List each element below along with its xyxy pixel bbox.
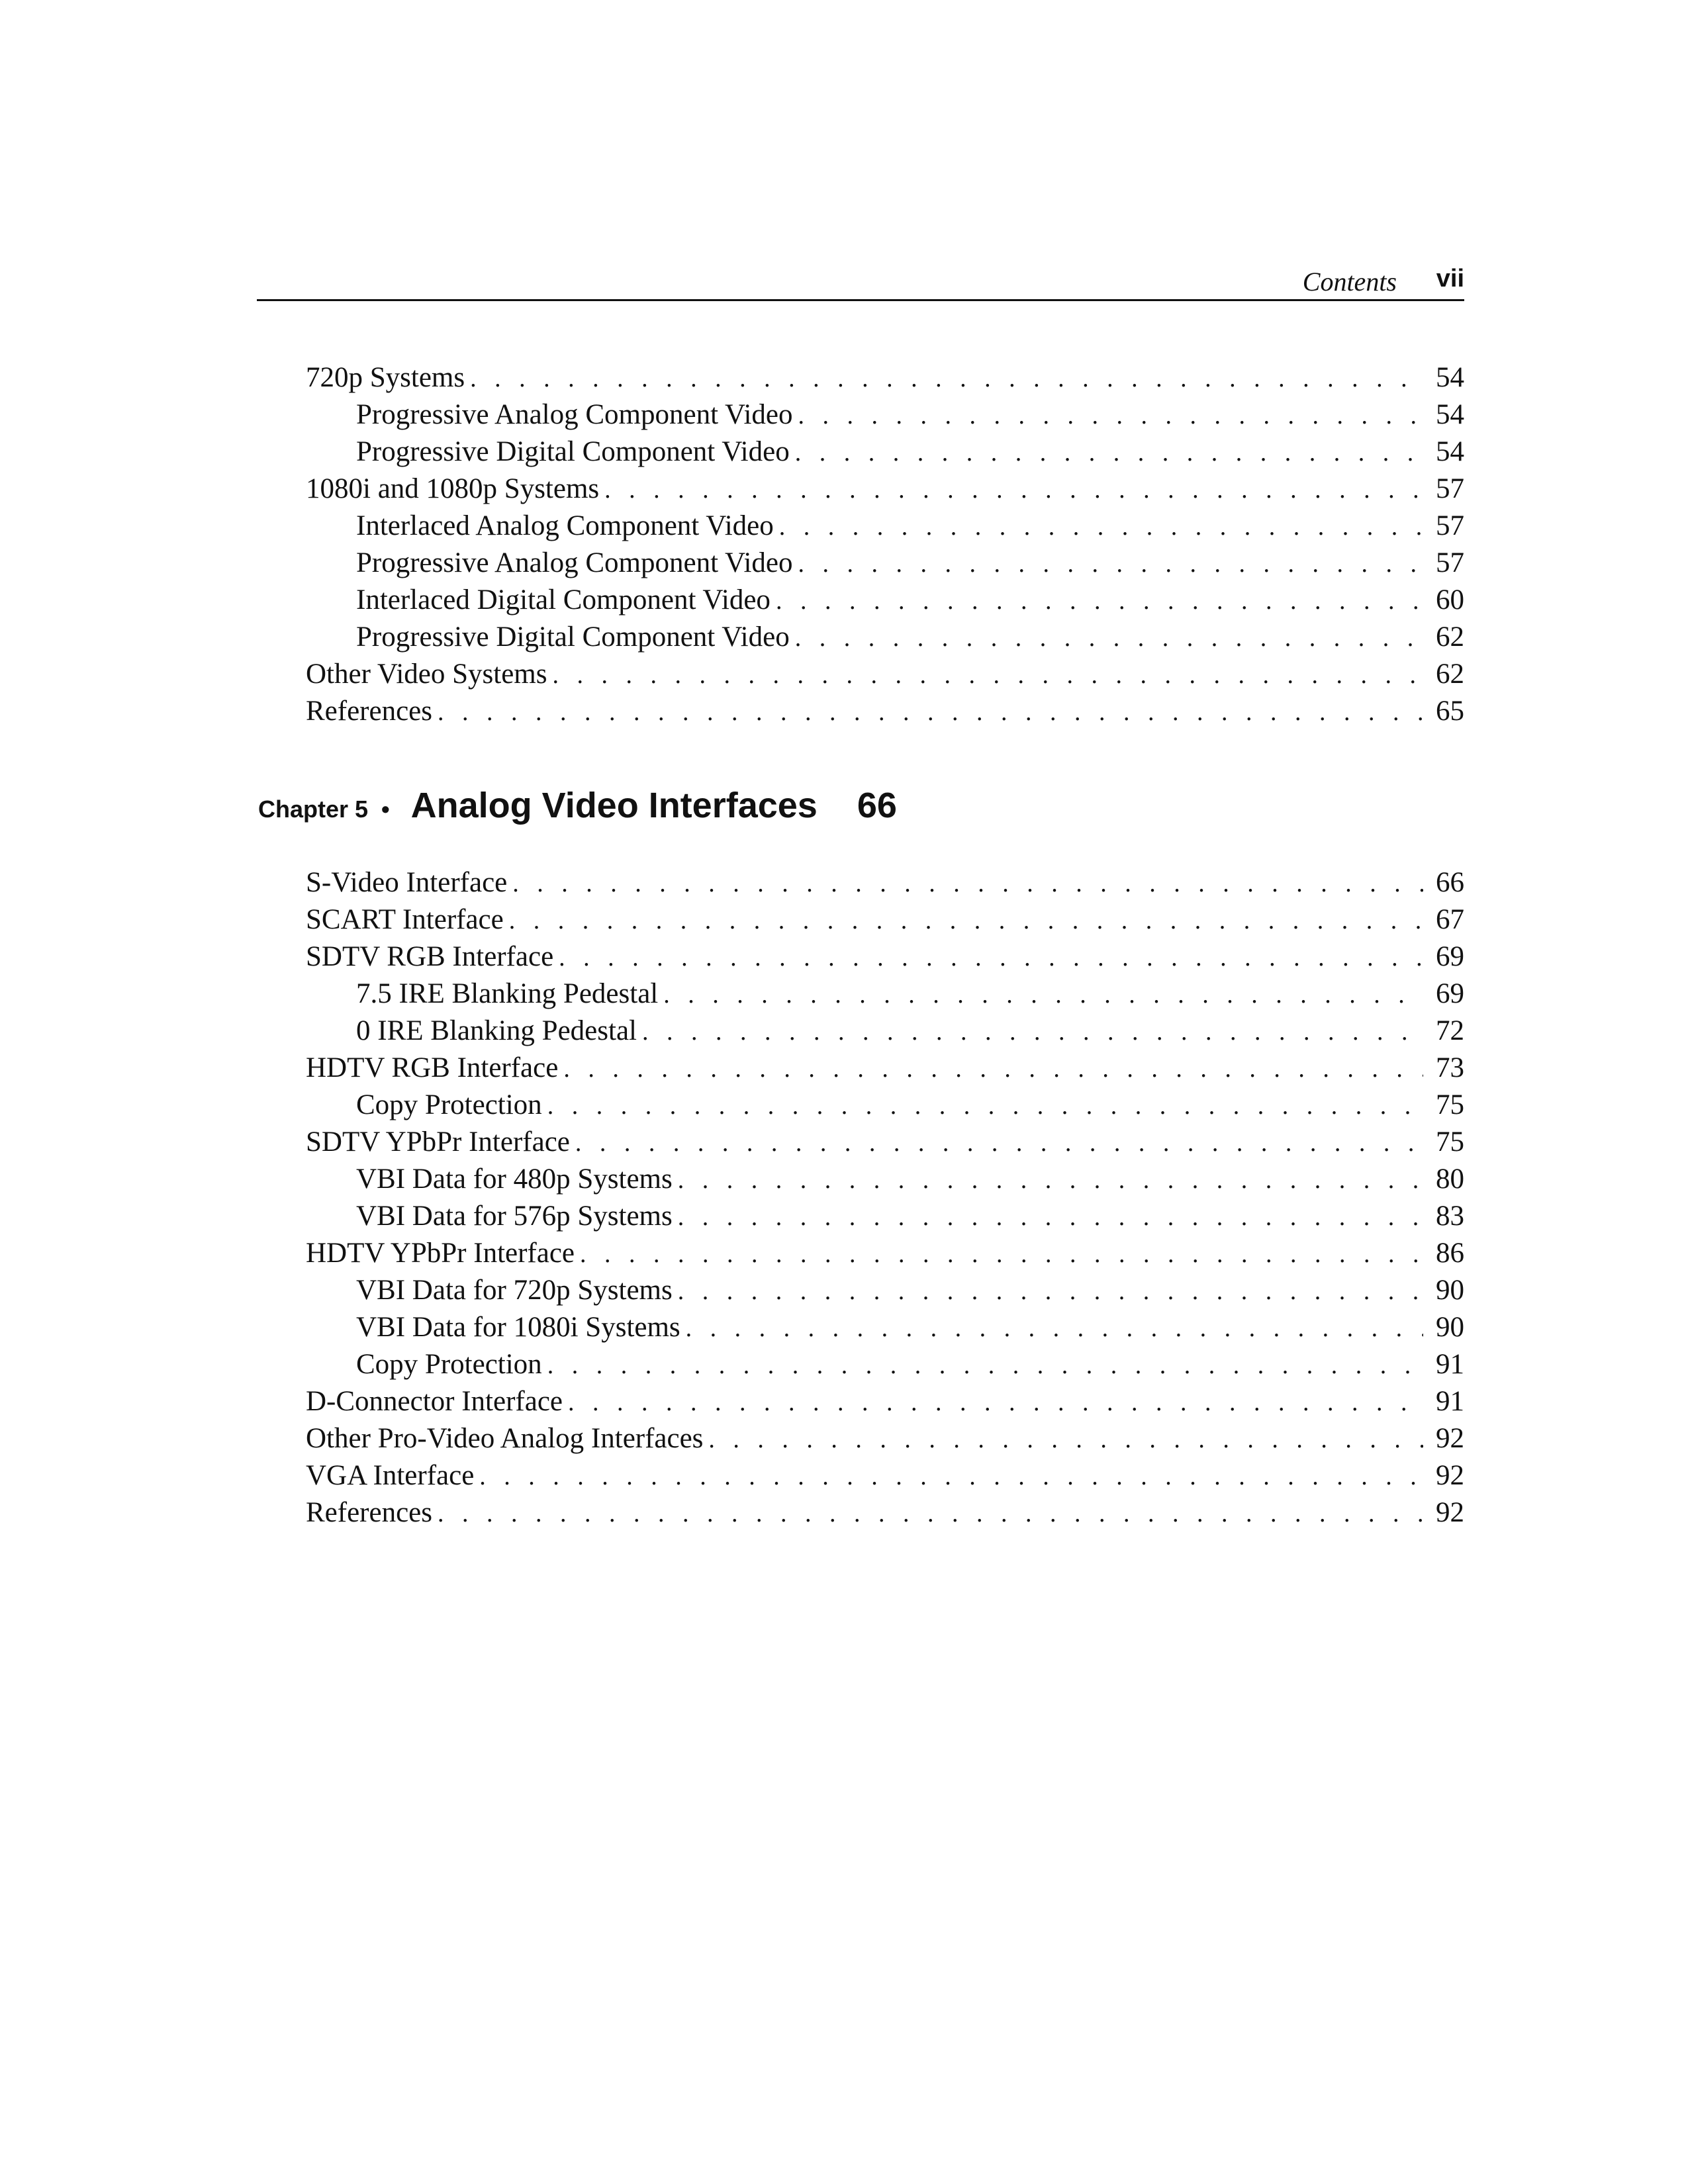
toc-entry[interactable] — [306, 1494, 1464, 1531]
toc-entry-title: HDTV RGB Interface — [306, 1052, 559, 1083]
chapter-title: Analog Video Interfaces — [410, 786, 818, 825]
toc-entry-page: 75 — [1436, 1089, 1464, 1120]
chapter-label: Chapter 5 — [258, 796, 369, 823]
toc-entry[interactable] — [306, 1161, 1464, 1198]
toc-entry[interactable] — [306, 1050, 1464, 1087]
dot-leader — [686, 1310, 1423, 1347]
toc-entry-title: References — [306, 696, 432, 727]
toc-entry[interactable] — [306, 508, 1464, 545]
dot-leader — [438, 1495, 1423, 1532]
toc-entry[interactable] — [306, 864, 1464, 901]
dot-leader — [470, 360, 1423, 397]
toc-entry[interactable] — [306, 1013, 1464, 1050]
toc-entry-title: Progressive Analog Component Video — [356, 547, 793, 578]
toc-entry[interactable] — [306, 1235, 1464, 1272]
dot-leader — [642, 1013, 1423, 1050]
toc-entry[interactable] — [306, 619, 1464, 656]
toc-entry-title: D-Connector Interface — [306, 1386, 563, 1417]
toc-entry[interactable] — [306, 976, 1464, 1013]
dot-leader — [663, 976, 1423, 1013]
toc-entry[interactable] — [306, 656, 1464, 693]
toc-entry-page: 91 — [1436, 1386, 1464, 1417]
running-title: Contents — [1302, 267, 1397, 296]
toc-entry[interactable] — [306, 901, 1464, 938]
toc-entry-page: 66 — [1436, 867, 1464, 898]
toc-entry-page: 54 — [1436, 436, 1464, 467]
dot-leader — [580, 1236, 1423, 1273]
toc-entry[interactable] — [306, 1383, 1464, 1420]
toc-entry-page: 92 — [1436, 1460, 1464, 1491]
toc-entry-title: VBI Data for 576p Systems — [356, 1201, 673, 1232]
toc-entry-title: Progressive Analog Component Video — [356, 399, 793, 430]
toc-entry[interactable] — [306, 1124, 1464, 1161]
chapter-heading — [258, 785, 897, 838]
toc-entry-title: 1080i and 1080p Systems — [306, 473, 600, 504]
toc-entry-page: 65 — [1436, 696, 1464, 727]
toc-entry-title: SDTV YPbPr Interface — [306, 1126, 570, 1158]
toc-entry[interactable] — [306, 582, 1464, 619]
toc-entry-page: 57 — [1436, 473, 1464, 504]
dot-leader — [795, 434, 1423, 471]
toc-entry-page: 92 — [1436, 1497, 1464, 1528]
dot-leader — [678, 1199, 1423, 1236]
toc-entry-title: Copy Protection — [356, 1349, 542, 1380]
toc-entry-page: 91 — [1436, 1349, 1464, 1380]
toc-entry-page: 69 — [1436, 941, 1464, 972]
toc-entry[interactable] — [306, 1272, 1464, 1309]
toc-entry-title: VBI Data for 720p Systems — [356, 1275, 673, 1306]
toc-entry[interactable] — [306, 433, 1464, 471]
toc-entry[interactable] — [306, 1309, 1464, 1346]
toc-entry-page: 62 — [1436, 621, 1464, 653]
toc-section-chapter-4-continued — [306, 359, 1464, 730]
dot-leader — [779, 508, 1423, 545]
dot-leader — [568, 1384, 1423, 1421]
page-number: vii — [1436, 265, 1464, 293]
dot-leader — [776, 582, 1423, 619]
toc-entry-page: 54 — [1436, 362, 1464, 393]
toc-entry[interactable] — [306, 471, 1464, 508]
page-header — [257, 259, 1464, 301]
dot-leader — [678, 1161, 1423, 1199]
dot-leader — [479, 1458, 1423, 1495]
toc-entry-page: 73 — [1436, 1052, 1464, 1083]
dot-leader — [604, 471, 1423, 508]
toc-entry[interactable] — [306, 545, 1464, 582]
toc-entry-page: 57 — [1436, 510, 1464, 541]
chapter-bullet: • — [381, 796, 390, 823]
dot-leader — [678, 1273, 1423, 1310]
toc-entry-title: HDTV YPbPr Interface — [306, 1238, 575, 1269]
toc-entry[interactable] — [306, 693, 1464, 730]
dot-leader — [795, 619, 1423, 657]
toc-entry-title: Copy Protection — [356, 1089, 542, 1120]
toc-entry[interactable] — [306, 1420, 1464, 1457]
dot-leader — [547, 1087, 1423, 1124]
toc-entry-page: 90 — [1436, 1312, 1464, 1343]
toc-entry-page: 62 — [1436, 659, 1464, 690]
dot-leader — [553, 657, 1424, 694]
toc-entry-title: References — [306, 1497, 432, 1528]
toc-entry[interactable] — [306, 1346, 1464, 1383]
toc-entry-title: Progressive Digital Component Video — [356, 621, 790, 653]
toc-entry-page: 57 — [1436, 547, 1464, 578]
dot-leader — [575, 1124, 1423, 1161]
toc-entry-page: 75 — [1436, 1126, 1464, 1158]
toc-entry-page: 69 — [1436, 978, 1464, 1009]
toc-entry-title: VBI Data for 1080i Systems — [356, 1312, 680, 1343]
toc-entry-title: 0 IRE Blanking Pedestal — [356, 1015, 637, 1046]
dot-leader — [512, 865, 1423, 902]
toc-entry-page: 86 — [1436, 1238, 1464, 1269]
toc-entry[interactable] — [306, 1457, 1464, 1494]
toc-entry-page: 83 — [1436, 1201, 1464, 1232]
toc-section-chapter-5 — [306, 864, 1464, 1531]
toc-entry-title: Interlaced Analog Component Video — [356, 510, 774, 541]
toc-entry-page: 92 — [1436, 1423, 1464, 1454]
toc-entry-title: SCART Interface — [306, 904, 504, 935]
toc-entry[interactable] — [306, 938, 1464, 976]
toc-entry-page: 67 — [1436, 904, 1464, 935]
dot-leader — [509, 902, 1423, 939]
toc-entry[interactable] — [306, 359, 1464, 396]
toc-entry-page: 54 — [1436, 399, 1464, 430]
toc-entry-title: 7.5 IRE Blanking Pedestal — [356, 978, 659, 1009]
dot-leader — [798, 397, 1424, 434]
toc-entry-title: Other Pro-Video Analog Interfaces — [306, 1423, 704, 1454]
toc-entry-title: Other Video Systems — [306, 659, 547, 690]
dot-leader — [547, 1347, 1423, 1384]
toc-entry-title: VBI Data for 480p Systems — [356, 1163, 673, 1195]
toc-entry-page: 80 — [1436, 1163, 1464, 1195]
toc-entry-title: Progressive Digital Component Video — [356, 436, 790, 467]
dot-leader — [708, 1421, 1423, 1458]
toc-entry[interactable] — [306, 396, 1464, 433]
dot-leader — [798, 545, 1424, 582]
dot-leader — [438, 694, 1423, 731]
toc-entry-title: S-Video Interface — [306, 867, 508, 898]
toc-entry[interactable] — [306, 1087, 1464, 1124]
toc-entry-page: 72 — [1436, 1015, 1464, 1046]
dot-leader — [563, 1050, 1423, 1087]
toc-entry-title: SDTV RGB Interface — [306, 941, 554, 972]
toc-entry[interactable] — [306, 1198, 1464, 1235]
dot-leader — [559, 939, 1423, 976]
toc-entry-page: 90 — [1436, 1275, 1464, 1306]
chapter-page-number: 66 — [857, 786, 897, 825]
toc-entry-title: Interlaced Digital Component Video — [356, 584, 771, 615]
toc-entry-title: VGA Interface — [306, 1460, 475, 1491]
toc-entry-title: 720p Systems — [306, 362, 465, 393]
toc-entry-page: 60 — [1436, 584, 1464, 615]
